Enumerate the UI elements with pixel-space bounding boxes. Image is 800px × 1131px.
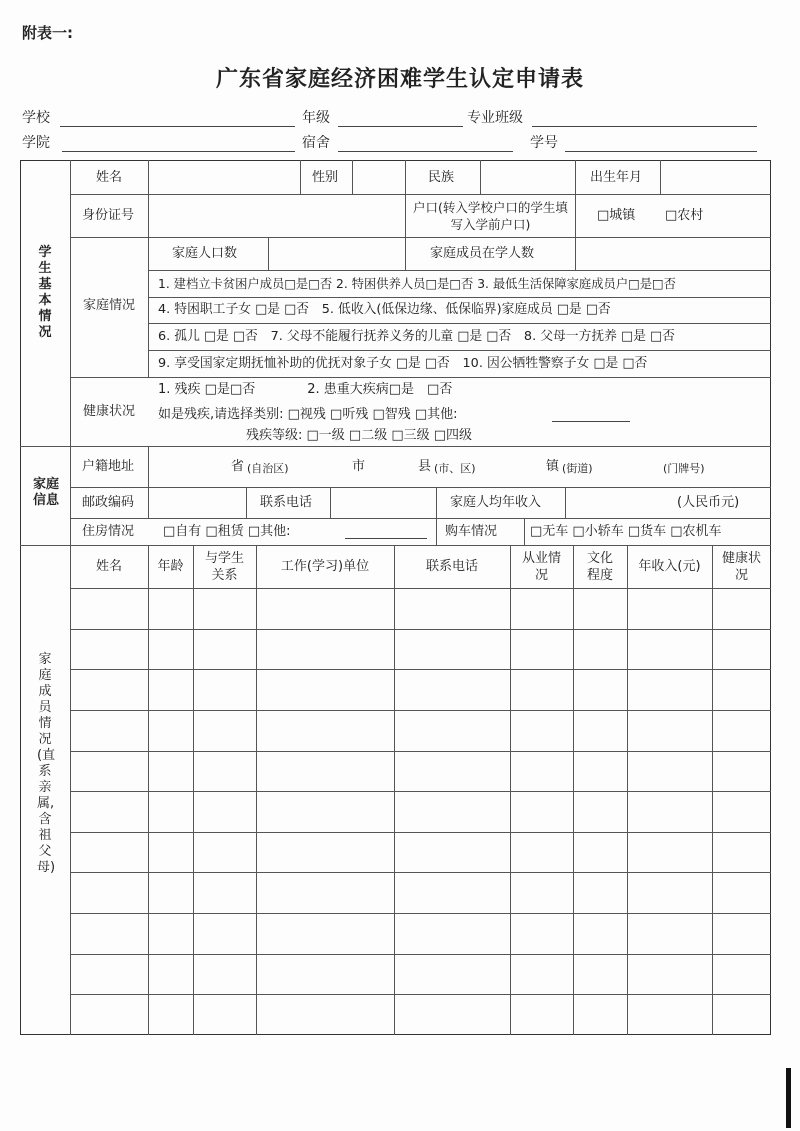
family-size-field[interactable] xyxy=(270,239,403,269)
table-row[interactable] xyxy=(71,670,770,709)
members-col-header: 文化程度 xyxy=(586,550,613,583)
situation-line-1[interactable]: 1. 建档立卡贫困户成员□是□否 2. 特困供养人员□是□否 3. 最低生活保障家庭成员户□是□否 xyxy=(158,277,676,291)
appendix-label: 附表一: xyxy=(22,24,73,42)
province-note: (自治区) xyxy=(247,462,289,475)
health-line-1[interactable]: 1. 残疾 □是□否 2. 患重大疾病□是 □否 xyxy=(158,382,453,397)
scan-edge-mark xyxy=(786,1068,791,1128)
section-family-members: 家庭成员情况(直系亲属,含祖父母) xyxy=(37,652,56,875)
ethnicity-field[interactable] xyxy=(482,162,573,192)
student-id-label: 学号 xyxy=(530,135,558,151)
county-label: 县 xyxy=(418,459,432,474)
ethnicity-label: 民族 xyxy=(428,170,455,185)
avg-income-label: 家庭人均年收入 xyxy=(450,495,542,510)
birth-label: 出生年月 xyxy=(590,170,643,185)
members-col-header: 年收入(元) xyxy=(638,559,701,574)
members-col-header: 工作(学习)单位 xyxy=(280,559,370,574)
members-in-school-label: 家庭成员在学人数 xyxy=(430,246,535,261)
postcode-label: 邮政编码 xyxy=(82,495,135,510)
table-row[interactable] xyxy=(71,833,770,872)
table-row[interactable] xyxy=(71,873,770,912)
housing-other-field[interactable] xyxy=(345,538,427,539)
table-row[interactable] xyxy=(71,589,770,628)
health-line-3[interactable]: 残疾等级: □一级 □二级 □三级 □四级 xyxy=(246,428,473,443)
id-card-field[interactable] xyxy=(150,196,403,235)
family-size-label: 家庭人口数 xyxy=(172,246,238,261)
phone-label: 联系电话 xyxy=(260,495,313,510)
postcode-field[interactable] xyxy=(150,489,244,516)
college-label: 学院 xyxy=(22,135,50,151)
table-row[interactable] xyxy=(71,752,770,791)
car-options[interactable]: □无车 □小轿车 □货车 □农机车 xyxy=(530,524,722,539)
hukou-label: 户口(转入学校户口的学生填写入学前户口) xyxy=(413,200,568,232)
hukou-rural-checkbox[interactable]: □农村 xyxy=(665,208,704,223)
major-class-field[interactable] xyxy=(532,126,757,127)
family-situation-label: 家庭情况 xyxy=(82,298,135,313)
name-label: 姓名 xyxy=(96,170,123,185)
id-card-label: 身份证号 xyxy=(82,208,135,223)
student-id-field[interactable] xyxy=(565,151,757,152)
grade-label: 年级 xyxy=(302,110,330,126)
table-row[interactable] xyxy=(71,995,770,1034)
currency-note: (人民币元) xyxy=(677,495,740,510)
address-field[interactable] xyxy=(150,448,769,485)
table-row[interactable] xyxy=(71,711,770,750)
town-label: 镇 xyxy=(546,459,560,474)
housing-label: 住房情况 xyxy=(82,524,135,539)
members-col-header: 联系电话 xyxy=(425,559,478,574)
city-label: 市 xyxy=(352,459,366,474)
members-col-header: 年龄 xyxy=(157,559,184,574)
address-label: 户籍地址 xyxy=(82,459,135,474)
gender-label: 性别 xyxy=(312,170,339,185)
major-class-label: 专业班级 xyxy=(467,110,523,126)
hukou-urban-checkbox[interactable]: □城镇 xyxy=(597,208,636,223)
avg-income-field[interactable] xyxy=(567,489,673,516)
table-row[interactable] xyxy=(71,792,770,831)
disability-other-field[interactable] xyxy=(552,421,630,422)
form-title: 广东省家庭经济困难学生认定申请表 xyxy=(215,66,584,92)
members-col-header: 姓名 xyxy=(95,559,122,574)
section-family-info: 家庭信息 xyxy=(32,477,59,508)
county-note: (市、区) xyxy=(434,462,476,475)
birth-field[interactable] xyxy=(662,162,769,192)
situation-line-3[interactable]: 6. 孤儿 □是 □否 7. 父母不能履行抚养义务的儿童 □是 □否 8. 父母一方抚养 □是 □否 xyxy=(158,329,675,344)
situation-line-2[interactable]: 4. 特困职工子女 □是 □否 5. 低收入(低保边缘、低保临界)家庭成员 □是 □否 xyxy=(158,302,611,317)
table-row[interactable] xyxy=(71,914,770,953)
province-label: 省 xyxy=(231,459,245,474)
table-row[interactable] xyxy=(71,630,770,669)
gender-field[interactable] xyxy=(354,162,403,192)
car-label: 购车情况 xyxy=(445,524,498,539)
town-note: (街道) xyxy=(562,462,593,475)
house-number-note: (门牌号) xyxy=(663,462,705,475)
school-field[interactable] xyxy=(60,126,295,127)
members-col-header: 健康状况 xyxy=(722,550,762,583)
members-col-header: 与学生关系 xyxy=(204,550,244,583)
section-basic-info: 学生基本情况 xyxy=(38,245,52,340)
situation-line-4[interactable]: 9. 享受国家定期抚恤补助的优抚对象子女 □是 □否 10. 因公牺牲警察子女 □是 □否 xyxy=(158,356,648,371)
phone-field[interactable] xyxy=(332,489,434,516)
college-field[interactable] xyxy=(62,151,295,152)
health-line-2[interactable]: 如是残疾,请选择类别: □视残 □听残 □智残 □其他: xyxy=(158,407,458,422)
members-col-header: 从业情况 xyxy=(521,550,561,583)
dorm-field[interactable] xyxy=(338,151,513,152)
members-in-school-field[interactable] xyxy=(577,239,769,269)
table-row[interactable] xyxy=(71,955,770,994)
housing-options[interactable]: □自有 □租赁 □其他: xyxy=(163,524,291,539)
health-label: 健康状况 xyxy=(82,404,135,419)
name-field[interactable] xyxy=(150,162,298,192)
grade-field[interactable] xyxy=(338,126,463,127)
school-label: 学校 xyxy=(22,110,50,126)
dorm-label: 宿舍 xyxy=(302,135,330,151)
